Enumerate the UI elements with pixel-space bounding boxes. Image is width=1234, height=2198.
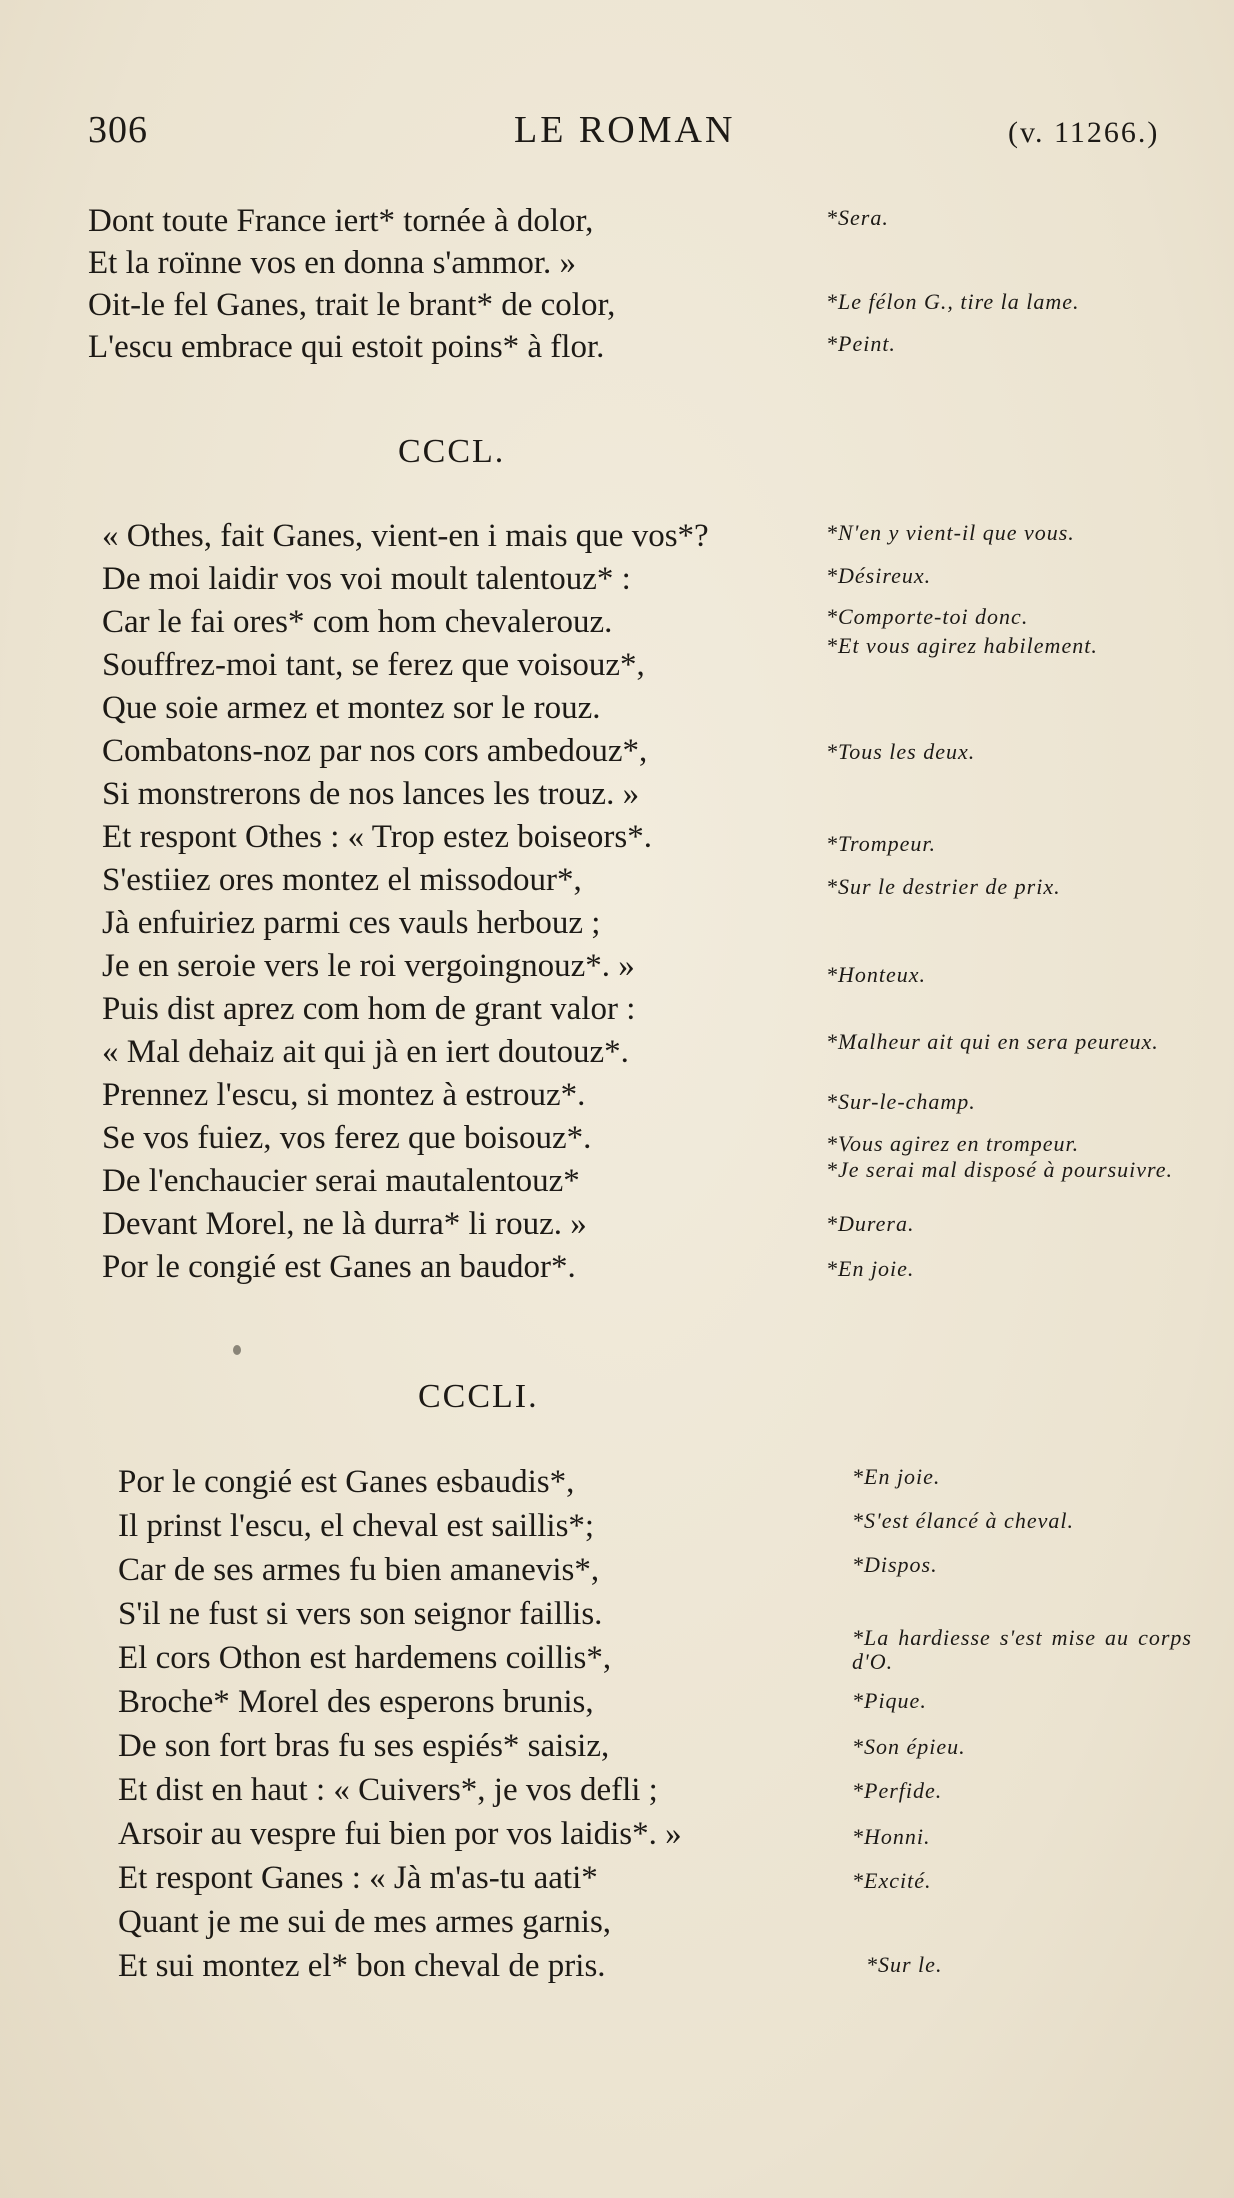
gloss-note: *Et vous agirez habilement. — [826, 633, 1098, 658]
verse-line: S'il ne fust si vers son seignor faillis. — [118, 1596, 603, 1632]
verse-line: De son fort bras fu ses espiés* saisiz, — [118, 1728, 610, 1764]
verse-line: El cors Othon est hardemens coillis*, — [118, 1640, 612, 1676]
verse-line: Je en seroie vers le roi vergoingnouz*. » — [102, 948, 635, 984]
verse-line: Souffrez-moi tant, se ferez que voisouz*, — [102, 647, 645, 683]
verse-line: L'escu embrace qui estoit poins* à flor. — [88, 329, 605, 365]
verse-line: S'estiiez ores montez el missodour*, — [102, 862, 582, 898]
verse-line: Oit-le fel Ganes, trait le brant* de color, — [88, 287, 616, 323]
gloss-note: *Je serai mal disposé à poursuivre. — [826, 1157, 1174, 1182]
verse-line: Por le congié est Ganes esbaudis*, — [118, 1464, 575, 1500]
gloss-note: *Comporte-toi donc. — [826, 604, 1029, 629]
gloss-note: *Vous agirez en trompeur. — [826, 1131, 1080, 1156]
verse-line: Quant je me sui de mes armes garnis, — [118, 1904, 612, 1940]
gloss-note: *En joie. — [826, 1256, 915, 1281]
gloss-note: *Pique. — [852, 1688, 927, 1713]
running-title: LE ROMAN — [514, 109, 736, 151]
verse-line: Car de ses armes fu bien amanevis*, — [118, 1552, 600, 1588]
verse-line: Il prinst l'escu, el cheval est saillis*; — [118, 1508, 595, 1544]
verse-line: Et respont Ganes : « Jà m'as-tu aati* — [118, 1860, 598, 1896]
gloss-note: *Tous les deux. — [826, 739, 976, 764]
verse-line: « Mal dehaiz ait qui jà en iert doutouz*. — [102, 1034, 629, 1070]
verse-line: Arsoir au vespre fui bien por vos laidis*. » — [118, 1816, 682, 1852]
gloss-note: *La hardiesse s'est mise au corps d'O. — [852, 1625, 1192, 1674]
verse-line: Puis dist aprez com hom de grant valor : — [102, 991, 636, 1027]
verse-line: Se vos fuiez, vos ferez que boisouz*. — [102, 1120, 592, 1156]
verse-line: Car le fai ores* com hom chevalerouz. — [102, 604, 613, 640]
verse-line: Si monstrerons de nos lances les trouz. » — [102, 776, 640, 812]
gloss-note: *Désireux. — [826, 563, 932, 588]
verse-line: Et la roïnne vos en donna s'ammor. » — [88, 245, 577, 281]
verse-line: Et dist en haut : « Cuivers*, je vos defli ; — [118, 1772, 658, 1808]
gloss-note: *Sur le. — [866, 1952, 943, 1977]
section-heading-cccl: CCCL. — [398, 433, 506, 470]
gloss-note: *Trompeur. — [826, 831, 937, 856]
verse-line: De moi laidir vos voi moult talentouz* : — [102, 561, 631, 597]
gloss-note: *Peint. — [826, 331, 896, 356]
verse-line: De l'enchaucier serai mautalentouz* — [102, 1163, 580, 1199]
verse-line: Et sui montez el* bon cheval de pris. — [118, 1948, 606, 1984]
verse-line: Devant Morel, ne là durra* li rouz. » — [102, 1206, 587, 1242]
gloss-note: *S'est élancé à cheval. — [852, 1508, 1074, 1533]
gloss-note: *Son épieu. — [852, 1734, 966, 1759]
verse-line: Broche* Morel des esperons brunis, — [118, 1684, 594, 1720]
section-heading-cccli: CCCLI. — [418, 1378, 539, 1415]
gloss-note: *Sera. — [826, 205, 889, 230]
gloss-note: *Excité. — [852, 1868, 932, 1893]
gloss-note: *Sur-le-champ. — [826, 1089, 976, 1114]
gloss-note: *En joie. — [852, 1464, 941, 1489]
gloss-note: *Malheur ait qui en sera peureux. — [826, 1029, 1159, 1054]
verse-line: Jà enfuiriez parmi ces vauls herbouz ; — [102, 905, 601, 941]
verse-line: Por le congié est Ganes an baudor*. — [102, 1249, 576, 1285]
verse-line: Et respont Othes : « Trop estez boiseors*. — [102, 819, 652, 855]
gloss-note: *Honteux. — [826, 962, 927, 987]
gloss-note: *Durera. — [826, 1211, 915, 1236]
gloss-note: *Perfide. — [852, 1778, 943, 1803]
verse-reference: (v. 11266.) — [1008, 116, 1160, 149]
verse-line: Dont toute France iert* tornée à dolor, — [88, 203, 594, 239]
verse-line: Que soie armez et montez sor le rouz. — [102, 690, 601, 726]
gloss-note: *N'en y vient-il que vous. — [826, 520, 1075, 545]
verse-line: Prennez l'escu, si montez à estrouz*. — [102, 1077, 586, 1113]
gloss-note: *Dispos. — [852, 1552, 938, 1577]
verse-line: « Othes, fait Ganes, vient-en i mais que vos*? — [102, 518, 709, 554]
ink-mark — [233, 1345, 241, 1355]
page-number: 306 — [88, 109, 148, 151]
gloss-note: *Honni. — [852, 1824, 931, 1849]
verse-line: Combatons-noz par nos cors ambedouz*, — [102, 733, 648, 769]
gloss-note: *Le félon G., tire la lame. — [826, 289, 1080, 314]
gloss-note: *Sur le destrier de prix. — [826, 874, 1061, 899]
